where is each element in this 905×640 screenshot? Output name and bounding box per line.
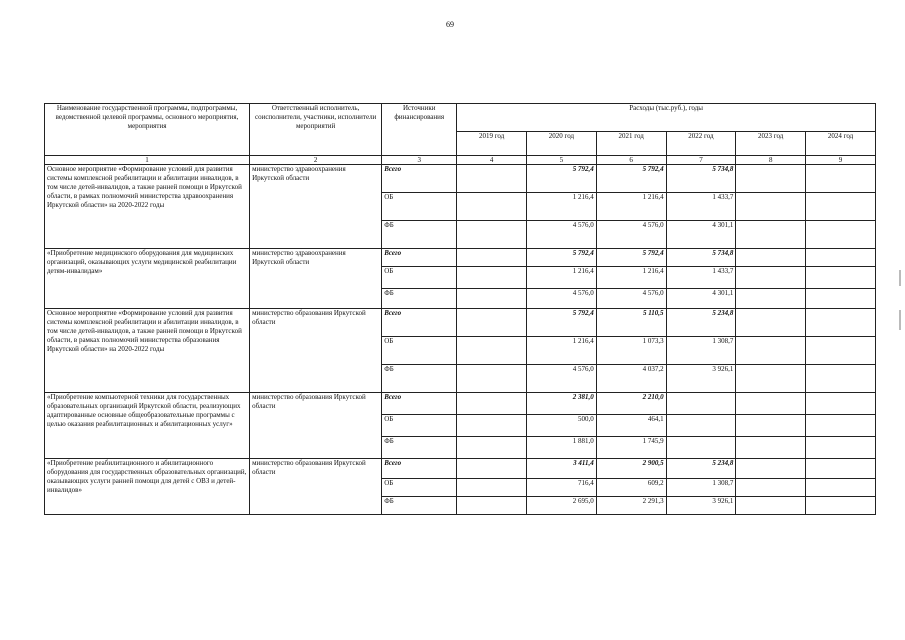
amount-cell (806, 459, 876, 479)
amount-cell (457, 437, 527, 459)
amount-cell: 1 216,4 (527, 193, 597, 221)
funding-source: Всего (382, 393, 457, 415)
amount-cell (457, 337, 527, 365)
amount-cell (457, 267, 527, 289)
amount-cell: 1 216,4 (596, 193, 666, 221)
amount-cell (457, 459, 527, 479)
funding-source: ОБ (382, 415, 457, 437)
amount-cell: 2 695,0 (527, 497, 597, 515)
header-year: 2020 год (527, 132, 597, 156)
table-row (45, 459, 876, 479)
amount-cell: 5 234,8 (666, 459, 736, 479)
header-year: 2023 год (736, 132, 806, 156)
measure-name: «Приобретение медицинского оборудования для медицинских организаций, оказывающих услуги медицинской реабилитации детям-инвалидам» (45, 249, 250, 309)
amount-cell (736, 165, 806, 193)
measure-name: Основное мероприятие «Формирование условий для развития системы комплексной реабилитации и абилитации инвалидов, в том числе детей-инвалидов, а также ранней помощи в Иркутской области, в рамках полномочий министерства образования Иркутской области» на 2020-2022 годы (45, 309, 250, 393)
amount-cell: 4 576,0 (527, 289, 597, 309)
column-number: 2 (250, 156, 382, 165)
executor: министерство здравоохранения Иркутской области (250, 165, 382, 249)
amount-cell: 4 576,0 (527, 365, 597, 393)
amount-cell: 4 301,1 (666, 221, 736, 249)
executor: министерство образования Иркутской области (250, 309, 382, 393)
amount-cell: 2 381,0 (527, 393, 597, 415)
amount-cell (806, 267, 876, 289)
amount-cell (457, 309, 527, 337)
amount-cell: 4 576,0 (527, 221, 597, 249)
amount-cell (457, 289, 527, 309)
header-year: 2024 год (806, 132, 876, 156)
funding-source: ФБ (382, 437, 457, 459)
funding-source: ОБ (382, 479, 457, 497)
amount-cell (457, 221, 527, 249)
measure-name: «Приобретение реабилитационного и абилитационного оборудования для государственных образовательных организаций, оказывающих услуги ранней помощи для детей с ОВЗ и детей-инвалидов» (45, 459, 250, 515)
column-number-row (45, 156, 876, 165)
amount-cell (736, 193, 806, 221)
amount-cell: 5 792,4 (596, 249, 666, 267)
amount-cell: 464,1 (596, 415, 666, 437)
amount-cell (806, 309, 876, 337)
table-body (45, 165, 876, 515)
executor: министерство образования Иркутской области (250, 393, 382, 459)
funding-source: Всего (382, 459, 457, 479)
column-number: 4 (457, 156, 527, 165)
measure-name: «Приобретение компьютерной техники для государственных образовательных организаций Иркутской области, реализующих адаптированные основные общеобразовательные программы с целью оказания реабилитационных и абилитационных услуг» (45, 393, 250, 459)
column-number: 5 (527, 156, 597, 165)
amount-cell (457, 365, 527, 393)
column-number: 1 (45, 156, 250, 165)
amount-cell: 1 745,9 (596, 437, 666, 459)
amount-cell (457, 479, 527, 497)
column-number: 9 (806, 156, 876, 165)
amount-cell (736, 415, 806, 437)
amount-cell (806, 437, 876, 459)
scan-edge-mark (899, 310, 901, 330)
funding-source: ФБ (382, 365, 457, 393)
amount-cell: 716,4 (527, 479, 597, 497)
header-name: Наименование государственной программы, подпрограммы, ведомственной целевой программы, основного мероприятия, мероприятия (45, 104, 250, 156)
measure-name: Основное мероприятие «Формирование условий для развития системы комплексной реабилитации и абилитации инвалидов, в том числе детей-инвалидов, а также ранней помощи в Иркутской области, в рамках полномочий министерства здравоохранения Иркутской области» на 2020-2022 годы (45, 165, 250, 249)
amount-cell: 2 210,0 (596, 393, 666, 415)
table-row (45, 249, 876, 267)
amount-cell: 1 216,4 (527, 337, 597, 365)
funding-source: ОБ (382, 337, 457, 365)
amount-cell (457, 165, 527, 193)
funding-source: ОБ (382, 193, 457, 221)
amount-cell (736, 479, 806, 497)
table-row (45, 165, 876, 193)
funding-source: ФБ (382, 221, 457, 249)
amount-cell (806, 221, 876, 249)
amount-cell: 4 576,0 (596, 289, 666, 309)
amount-cell (806, 249, 876, 267)
amount-cell: 5 792,4 (596, 165, 666, 193)
amount-cell (806, 289, 876, 309)
amount-cell: 609,2 (596, 479, 666, 497)
amount-cell (736, 221, 806, 249)
amount-cell (806, 337, 876, 365)
amount-cell: 1 433,7 (666, 193, 736, 221)
amount-cell: 3 926,1 (666, 365, 736, 393)
funding-source: ОБ (382, 267, 457, 289)
funding-source: Всего (382, 165, 457, 193)
amount-cell (666, 415, 736, 437)
amount-cell (806, 193, 876, 221)
funding-source: ФБ (382, 497, 457, 515)
funding-source: ФБ (382, 289, 457, 309)
amount-cell: 1 073,3 (596, 337, 666, 365)
amount-cell: 5 734,8 (666, 249, 736, 267)
table-row (45, 393, 876, 415)
page-number: 69 (446, 20, 454, 29)
amount-cell (736, 337, 806, 365)
column-number: 7 (666, 156, 736, 165)
amount-cell (736, 437, 806, 459)
amount-cell (736, 459, 806, 479)
header-expenses: Расходы (тыс.руб.), годы (457, 104, 876, 132)
amount-cell: 3 411,4 (527, 459, 597, 479)
amount-cell: 1 216,4 (596, 267, 666, 289)
amount-cell: 4 037,2 (596, 365, 666, 393)
amount-cell (736, 249, 806, 267)
amount-cell (736, 365, 806, 393)
amount-cell (666, 393, 736, 415)
amount-cell: 5 792,4 (527, 249, 597, 267)
executor: министерство здравоохранения Иркутской области (250, 249, 382, 309)
budget-table (44, 103, 876, 515)
amount-cell: 500,0 (527, 415, 597, 437)
table-row (45, 309, 876, 337)
amount-cell (806, 497, 876, 515)
amount-cell (457, 415, 527, 437)
amount-cell (736, 497, 806, 515)
header-year: 2021 год (596, 132, 666, 156)
header-executor: Ответственный исполнитель, соисполнители, участники, исполнители мероприятий (250, 104, 382, 156)
amount-cell: 5 234,8 (666, 309, 736, 337)
amount-cell (457, 393, 527, 415)
column-number: 8 (736, 156, 806, 165)
executor: министерство образования Иркутской области (250, 459, 382, 515)
amount-cell: 1 216,4 (527, 267, 597, 289)
amount-cell: 5 110,5 (596, 309, 666, 337)
amount-cell (806, 415, 876, 437)
amount-cell: 1 433,7 (666, 267, 736, 289)
amount-cell: 2 900,5 (596, 459, 666, 479)
header-source: Источники финансирования (382, 104, 457, 156)
header-year: 2022 год (666, 132, 736, 156)
header-year: 2019 год (457, 132, 527, 156)
amount-cell: 5 792,4 (527, 165, 597, 193)
amount-cell (806, 479, 876, 497)
column-number: 6 (596, 156, 666, 165)
amount-cell: 1 308,7 (666, 479, 736, 497)
amount-cell (457, 497, 527, 515)
amount-cell: 2 291,3 (596, 497, 666, 515)
amount-cell: 4 301,1 (666, 289, 736, 309)
amount-cell: 4 576,0 (596, 221, 666, 249)
amount-cell: 3 926,1 (666, 497, 736, 515)
funding-source: Всего (382, 309, 457, 337)
amount-cell (806, 165, 876, 193)
amount-cell: 5 734,8 (666, 165, 736, 193)
amount-cell (457, 193, 527, 221)
amount-cell (806, 393, 876, 415)
amount-cell: 1 308,7 (666, 337, 736, 365)
amount-cell: 1 881,0 (527, 437, 597, 459)
amount-cell (666, 437, 736, 459)
amount-cell (457, 249, 527, 267)
amount-cell (806, 365, 876, 393)
column-number: 3 (382, 156, 457, 165)
amount-cell (736, 267, 806, 289)
amount-cell (736, 289, 806, 309)
amount-cell: 5 792,4 (527, 309, 597, 337)
amount-cell (736, 309, 806, 337)
scan-edge-mark (899, 270, 901, 286)
amount-cell (736, 393, 806, 415)
funding-source: Всего (382, 249, 457, 267)
